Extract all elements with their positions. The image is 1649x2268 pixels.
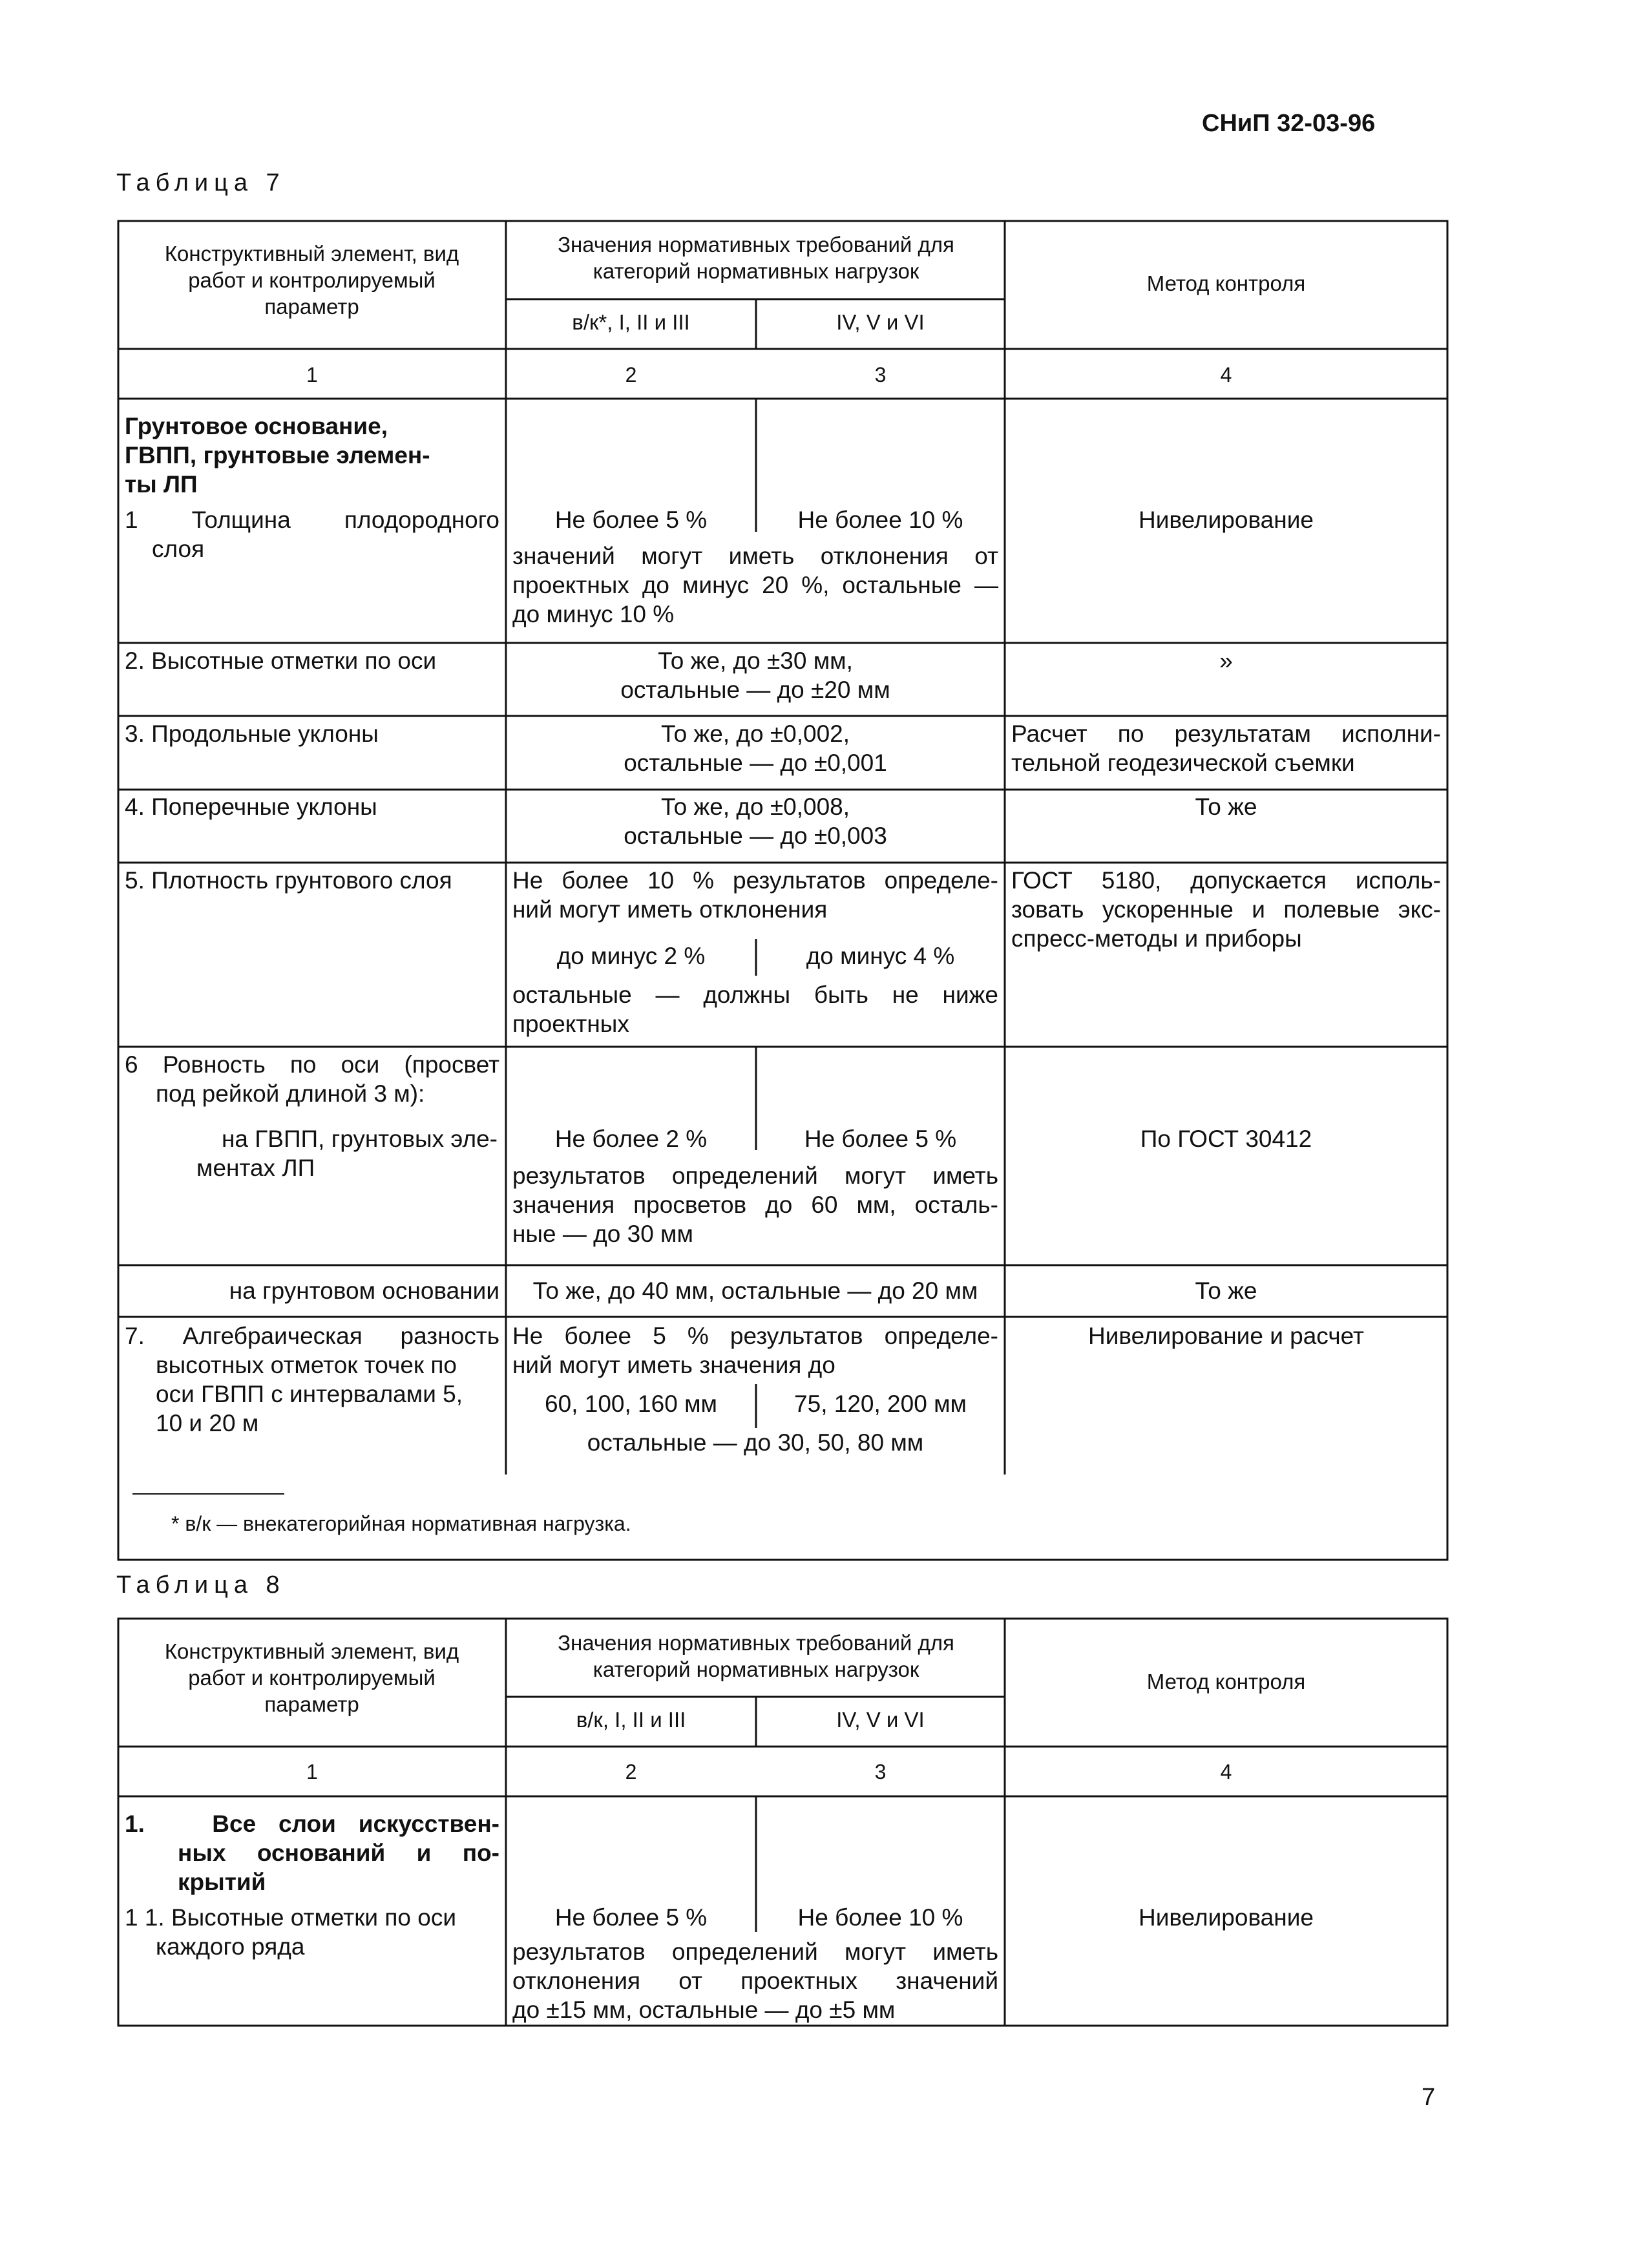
t8-header-col3: IV, V и VI (836, 1708, 925, 1732)
t7-section-heading: Грунтовое основание, ГВПП, грунтовые элемен- ты ЛП (125, 413, 430, 498)
t7-row1-note: значений могут иметь отклонения от проектных до минус 20 %, остальные — до минус 10 % (512, 543, 998, 627)
t7-header-col4: Метод контроля (1146, 271, 1306, 295)
page-number: 7 (1422, 2084, 1436, 2111)
t7-colnum-1: 1 (306, 363, 318, 386)
t7-footnote: * в/к — внекатегорийная нормативная нагрузка. (171, 1512, 631, 1535)
t7-row6-subparam: на ГВПП, грунтовых эле- ментах ЛП (196, 1126, 498, 1181)
t7-row3-method: Расчет по результатам исполни- тельной геодезической съемки (1011, 720, 1441, 776)
t7-row6b-value: То же, до 40 мм, остальные — до 20 мм (532, 1277, 978, 1304)
t7-row5-pre: Не более 10 % результатов определе- ний могут иметь отклонения (512, 867, 998, 923)
t7-header-col3: IV, V и VI (836, 310, 925, 334)
t8-colnum-3: 3 (874, 1760, 887, 1783)
t7-row1-value-col2: Не более 5 % (554, 507, 708, 533)
t8-colnum-2: 2 (625, 1760, 637, 1783)
t7-row6b-method: То же (1195, 1277, 1257, 1304)
t7-row2-value: То же, до ±30 мм, остальные — до ±20 мм (620, 647, 890, 703)
t7-colnum-4: 4 (1220, 363, 1232, 386)
t7-colnum-2: 2 (625, 363, 637, 386)
t7-row6-param: 6 Ровность по оси (просвет под рейкой длиной 3 м): (125, 1051, 499, 1107)
t8-header-col4: Метод контроля (1146, 1670, 1306, 1694)
t7-row1-value-col3: Не более 10 % (797, 507, 963, 533)
t8-row1-note: результатов определений могут иметь отклонения от проектных значений до ±15 мм, остальные — до ±5 мм (512, 1938, 998, 2023)
t7-row4-param: 4. Поперечные уклоны (125, 793, 377, 820)
t7-header-col1: Конструктивный элемент, вид работ и контролируемый параметр (164, 242, 459, 319)
t8-colnum-4: 4 (1220, 1760, 1232, 1783)
t7-row7-value-col2: 60, 100, 160 мм (545, 1391, 717, 1417)
t8-row1-method: Нивелирование (1139, 1904, 1314, 1931)
t7-row4-value: То же, до ±0,008, остальные — до ±0,003 (624, 793, 887, 849)
t8-row1-value-col3: Не более 10 % (797, 1904, 963, 1931)
t8-header-col1: Конструктивный элемент, вид работ и контролируемый параметр (164, 1639, 459, 1716)
t7-row6b-param: на грунтовом основании (229, 1277, 499, 1304)
t8-header-values: Значения нормативных требований для категорий нормативных нагрузок (558, 1631, 954, 1681)
t8-colnum-1: 1 (306, 1760, 318, 1783)
t7-row7-note: остальные — до 30, 50, 80 мм (587, 1429, 924, 1456)
t7-row5-param: 5. Плотность грунтового слоя (125, 867, 452, 894)
t7-row3-value: То же, до ±0,002, остальные — до ±0,001 (624, 720, 887, 776)
t7-row5-value-col2: до минус 2 % (556, 943, 706, 969)
t7-row7-param: 7. Алгебраическая разность высотных отметок точек по оси ГВПП с интервалами 5, 10 и 20 м (125, 1323, 499, 1436)
t7-row6-value-col2: Не более 2 % (554, 1126, 708, 1152)
t7-row1-param: 1 Толщина плодородного слоя (125, 507, 499, 562)
t7-row2-param: 2. Высотные отметки по оси (125, 647, 437, 674)
t7-row2-method: » (1219, 647, 1233, 674)
t7-row5-value-col3: до минус 4 % (806, 943, 955, 969)
t7-row7-pre: Не более 5 % результатов определе- ний могут иметь значения до (512, 1323, 998, 1378)
t7-row6-note: результатов определений могут иметь значения просветов до 60 мм, осталь- ные — до 30 мм (512, 1162, 998, 1247)
t8-row1-value-col2: Не более 5 % (554, 1904, 708, 1931)
table-7-caption: Таблица 7 (116, 169, 286, 196)
t7-header-col2: в/к*, I, II и III (572, 310, 690, 334)
t7-header-values: Значения нормативных требований для категорий нормативных нагрузок (558, 233, 954, 283)
t7-row1-method: Нивелирование (1139, 507, 1314, 533)
t8-header-col2: в/к, I, II и III (576, 1708, 686, 1732)
table-8-caption: Таблица 8 (116, 1571, 286, 1599)
t8-row1-param: 1 1. Высотные отметки по оси каждого ряда (125, 1904, 456, 1960)
t7-row6-method: По ГОСТ 30412 (1140, 1126, 1312, 1152)
t7-colnum-3: 3 (874, 363, 887, 386)
t7-row3-param: 3. Продольные уклоны (125, 720, 379, 747)
document-code: СНиП 32-03-96 (1202, 110, 1376, 137)
t8-section-heading: 1. Все слои искусствен- ных оснований и по- крытий (125, 1811, 499, 1895)
t7-row7-value-col3: 75, 120, 200 мм (794, 1391, 967, 1417)
t7-row5-note: остальные — должны быть не ниже проектных (512, 982, 998, 1037)
t7-row7-method: Нивелирование и расчет (1088, 1323, 1364, 1349)
t7-row6-value-col3: Не более 5 % (804, 1126, 957, 1152)
t7-row5-method: ГОСТ 5180, допускается исполь- зовать ускоренные и полевые экс- спресс-методы и приборы (1011, 867, 1441, 952)
t7-row4-method: То же (1195, 793, 1257, 820)
